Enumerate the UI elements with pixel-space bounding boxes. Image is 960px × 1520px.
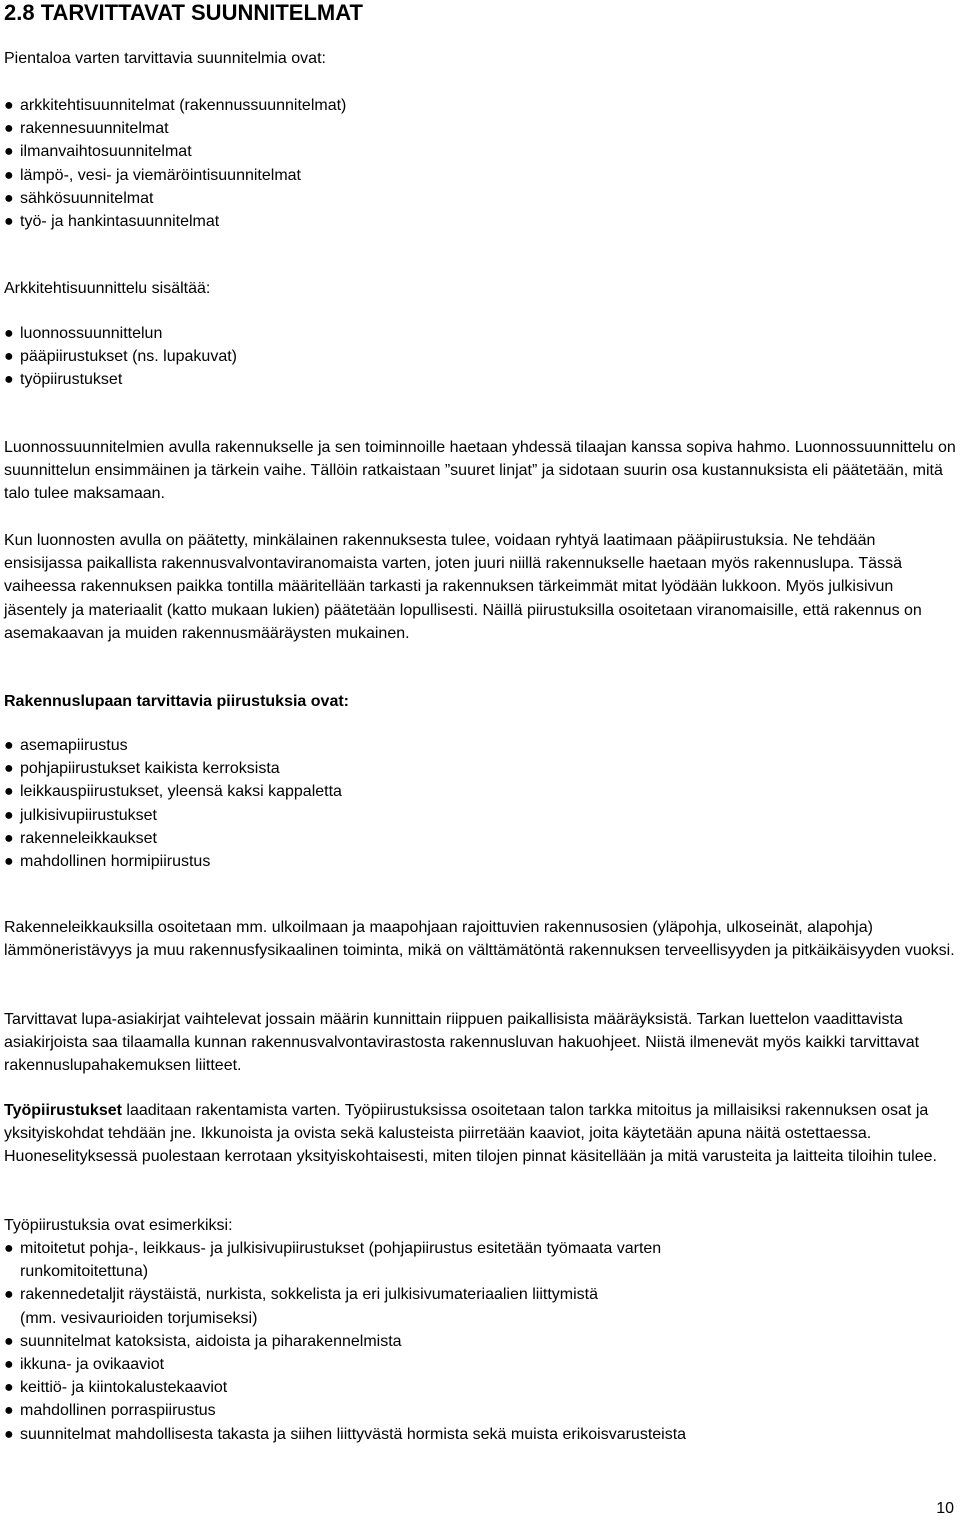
bullet-icon: ● bbox=[4, 371, 14, 389]
bullet-icon: ● bbox=[4, 737, 14, 754]
bullet-icon: ● bbox=[4, 829, 14, 847]
working-drawings-term: Työpiirustukset bbox=[4, 1102, 122, 1119]
list-item: ● julkisivupiirustukset bbox=[4, 804, 342, 827]
bullet-icon: ● bbox=[4, 120, 14, 138]
bullet-icon: ● bbox=[4, 325, 14, 342]
permit-list bbox=[4, 734, 342, 873]
paragraph-working-drawings: Työpiirustukset laaditaan rakentamista varten. Työpiirustuksissa osoitetaan talon tarkka mitoitus ja millaisiksi rakennuksen osat ja yksityiskohdat tehdään jne. Ikkunoista ja ovista sekä kalusteista piirretään kaaviot, joita käytetään apuna näitä ostettaessa. Huoneselityksessä puolestaan kerrotaan yksityiskohtaisesti, miten tilojen pinnat käsitellään ja mitä varusteita ja laitteita tiloihin tulee. bbox=[4, 1102, 937, 1166]
list-item: ● rakennedetaljit räystäistä, nurkista, sokkelista ja eri julkisivumateriaalien liittymistä (mm. vesivaurioiden torjumiseksi) bbox=[4, 1283, 686, 1329]
arch-list bbox=[4, 322, 237, 392]
plans-intro: Pientaloa varten tarvittavia suunnitelmia ovat: bbox=[4, 50, 326, 67]
list-item: ● luonnossuunnittelun bbox=[4, 322, 237, 345]
page-number: 10 bbox=[936, 1500, 954, 1517]
bullet-icon: ● bbox=[4, 1356, 14, 1374]
paragraph-sections: Rakenneleikkauksilla osoitetaan mm. ulkoilmaan ja maapohjaan rajoittuvien rakennusosien (yläpohja, ulkoseinät, alapohja) lämmöneristävyys ja muu rakennusfysikaalinen toiminta, mikä on välttämätöntä rakennuksen terveellisyyden ja pitkäikäisyyden vuoksi. bbox=[4, 919, 955, 960]
list-item: ● arkkitehtisuunnitelmat (rakennussuunnitelmat) bbox=[4, 94, 346, 117]
arch-intro: Arkkitehtisuunnittelu sisältää: bbox=[4, 280, 211, 297]
list-item: ● suunnitelmat mahdollisesta takasta ja siihen liittyvästä hormista sekä muista erikoisvarusteista bbox=[4, 1423, 686, 1446]
permit-heading: Rakennuslupaan tarvittavia piirustuksia ovat: bbox=[4, 693, 349, 710]
paragraph-permit-documents: Tarvittavat lupa-asiakirjat vaihtelevat jossain määrin kunnittain riippuen paikallisista määräyksistä. Tarkan luettelon vaadittavista asiakirjoista saa tilaamalla kunnan rakennusvalvontavirastosta rakennusluvan hakuohjeet. Niistä ilmenevät myös kaikki tarvittavat rakennuslupahakemuksen liitteet. bbox=[4, 1011, 920, 1075]
bullet-icon: ● bbox=[4, 189, 14, 207]
bullet-icon: ● bbox=[4, 853, 14, 871]
list-item: ● suunnitelmat katoksista, aidoista ja piharakennelmista bbox=[4, 1330, 686, 1353]
list-item: ● työpiirustukset bbox=[4, 368, 237, 391]
bullet-icon: ● bbox=[4, 143, 14, 161]
bullet-icon: ● bbox=[4, 348, 14, 366]
list-item: ● lämpö-, vesi- ja viemäröintisuunnitelmat bbox=[4, 164, 346, 187]
bullet-icon: ● bbox=[4, 1425, 14, 1443]
section-heading: 2.8 TARVITTAVAT SUUNNITELMAT bbox=[4, 0, 363, 25]
bullet-icon: ● bbox=[4, 97, 14, 114]
list-item: ● keittiö- ja kiintokalustekaaviot bbox=[4, 1376, 686, 1399]
work-intro: Työpiirustuksia ovat esimerkiksi: bbox=[4, 1217, 233, 1234]
list-item: ● ilmanvaihtosuunnitelmat bbox=[4, 140, 346, 163]
bullet-icon: ● bbox=[4, 1286, 14, 1304]
list-item: ● mahdollinen porraspiirustus bbox=[4, 1399, 686, 1422]
list-item: ● sähkösuunnitelmat bbox=[4, 187, 346, 210]
list-item: ● pääpiirustukset (ns. lupakuvat) bbox=[4, 345, 237, 368]
bullet-icon: ● bbox=[4, 783, 14, 801]
list-item: ● leikkauspiirustukset, yleensä kaksi kappaletta bbox=[4, 780, 342, 803]
list-item: ● pohjapiirustukset kaikista kerroksista bbox=[4, 757, 342, 780]
list-item: ● asemapiirustus bbox=[4, 734, 342, 757]
list-item: ● rakennesuunnitelmat bbox=[4, 117, 346, 140]
plans-list bbox=[4, 94, 346, 233]
list-item: ● ikkuna- ja ovikaaviot bbox=[4, 1353, 686, 1376]
list-item: ● mitoitetut pohja-, leikkaus- ja julkisivupiirustukset (pohjapiirustus esitetään työmaata varten runkomitoitettuna) bbox=[4, 1237, 686, 1283]
bullet-icon: ● bbox=[4, 1240, 14, 1257]
bullet-icon: ● bbox=[4, 1379, 14, 1397]
bullet-icon: ● bbox=[4, 806, 14, 824]
list-item: ● rakenneleikkaukset bbox=[4, 827, 342, 850]
work-list bbox=[4, 1237, 686, 1446]
bullet-icon: ● bbox=[4, 1402, 14, 1420]
paragraph-main-drawings: Kun luonnosten avulla on päätetty, minkälainen rakennuksesta tulee, voidaan ryhtyä laatimaan pääpiirustuksia. Ne tehdään ensisijassa paikallista rakennusvalvontaviranomaista varten, joten juuri niillä rakennukselle haetaan myös rakennuslupa. Tässä vaiheessa rakennuksen paikka tontilla määritellään tarkasti ja rakennuksen tärkeimmät mitat lyödään lukkoon. Myös julkisivun jäsentely ja materiaalit (katto mukaan lukien) päätetään lopullisesti. Näillä piirustuksilla osoitetaan viranomaisille, että rakennus on asemakaavan ja muiden rakennusmääräysten mukainen. bbox=[4, 532, 922, 642]
bullet-icon: ● bbox=[4, 1332, 14, 1350]
paragraph-sketch-design: Luonnossuunnitelmien avulla rakennukselle ja sen toiminnoille haetaan yhdessä tilaajan kanssa sopiva hahmo. Luonnossuunnittelu on suunnittelun ensimmäinen ja tärkein vaihe. Tällöin ratkaistaan ”suuret linjat” ja sidotaan suurin osa kustannuksista eli päätetään, mitä talo tulee maksamaan. bbox=[4, 439, 956, 503]
list-item: ● mahdollinen hormipiirustus bbox=[4, 850, 342, 873]
bullet-icon: ● bbox=[4, 213, 14, 231]
list-item: ● työ- ja hankintasuunnitelmat bbox=[4, 210, 346, 233]
bullet-icon: ● bbox=[4, 760, 14, 778]
bullet-icon: ● bbox=[4, 166, 14, 184]
